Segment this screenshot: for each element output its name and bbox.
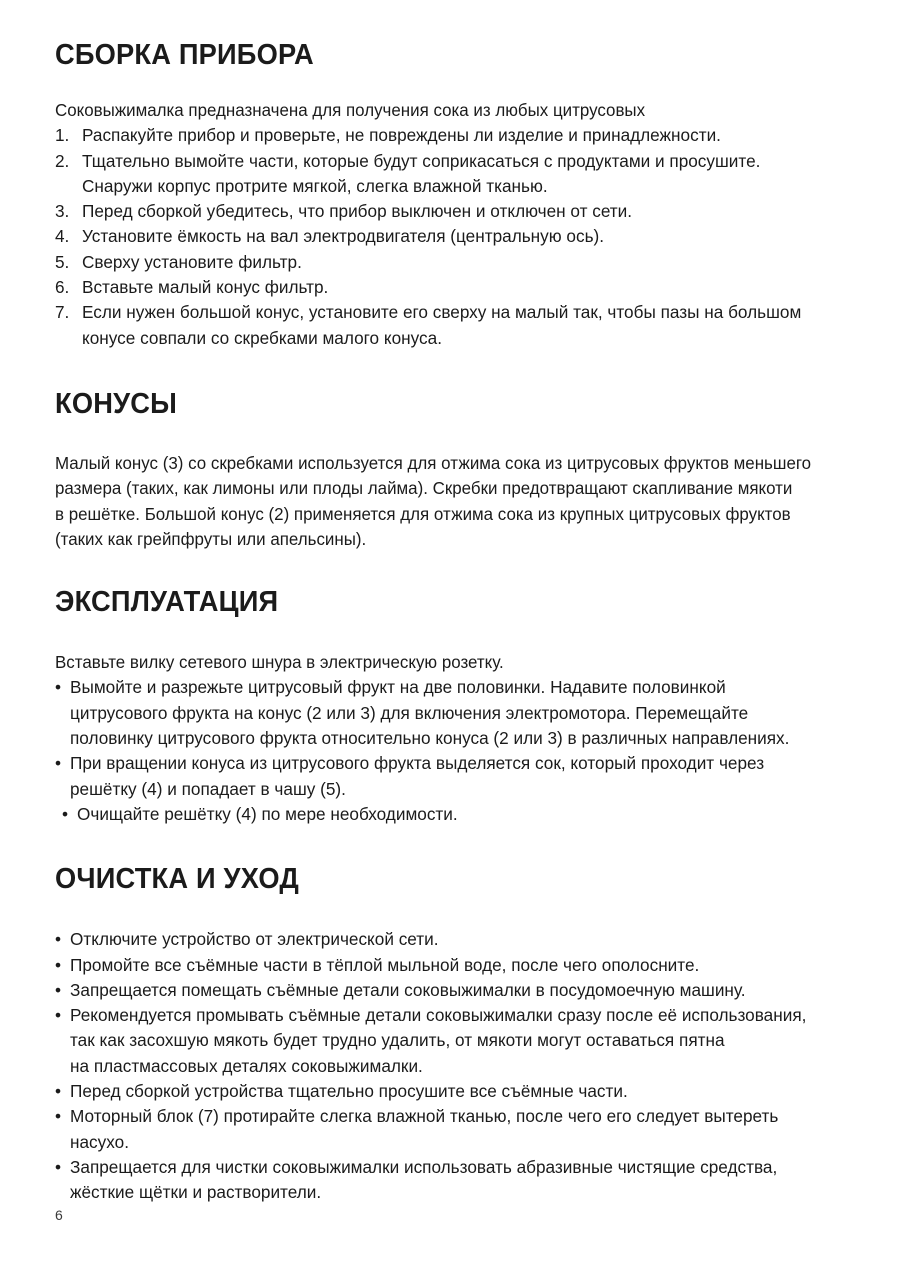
assembly-intro-text: Соковыжималка предназначена для получения сока из любых цитрусовых (55, 100, 646, 120)
operation-intro-text: Вставьте вилку сетевого шнура в электрическую розетку. (55, 652, 504, 673)
paragraph-line: размера (таких, как лимоны или плоды лайма). Скребки предотвращают скапливание мякоти (55, 478, 793, 499)
page-number: 6 (55, 1207, 63, 1223)
bullet-icon: • (55, 929, 62, 950)
list-item-line: Перед сборкой устройства тщательно просушите все съёмные части. (70, 1081, 628, 1102)
list-item (55, 300, 887, 351)
page-content (55, 38, 887, 1206)
section-heading-operation: ЭКСПЛУАТАЦИЯ (55, 586, 279, 619)
bullet-icon: • (62, 803, 69, 824)
list-item (55, 275, 887, 300)
list-item-line: Сверху установите фильтр. (82, 251, 302, 272)
list-item (55, 1104, 887, 1155)
list-item (55, 250, 887, 275)
list-number: 2. (55, 150, 70, 171)
bullet-icon: • (55, 677, 62, 698)
list-item-line: Рекомендуется промывать съёмные детали соковыжималки сразу после её использования, (70, 1005, 807, 1026)
list-item (55, 978, 887, 1003)
list-item (55, 123, 887, 148)
list-number: 4. (55, 226, 70, 247)
operation-bullet-list (55, 675, 887, 827)
bullet-icon: • (55, 1005, 62, 1026)
paragraph-line: (таких как грейпфруты или апельсины). (55, 528, 367, 549)
spacer (55, 827, 887, 862)
list-item-line: конусе совпали со скребками малого конуса. (82, 327, 442, 348)
list-item-line: на пластмассовых деталях соковыжималки. (70, 1055, 423, 1076)
spacer (55, 552, 887, 585)
list-item-line: цитрусового фрукта на конус (2 или 3) для включения электромотора. Перемещайте (70, 702, 749, 723)
list-number: 5. (55, 251, 70, 272)
spacer (55, 421, 887, 451)
list-item-line: жёсткие щётки и растворители. (70, 1182, 322, 1203)
list-item-line: Распакуйте прибор и проверьте, не повреждены ли изделие и принадлежности. (82, 125, 721, 146)
spacer (55, 72, 887, 98)
paragraph-line: Малый конус (3) со скребками используется для отжима сока из цитрусовых фруктов меньшего (55, 452, 812, 473)
bullet-icon: • (55, 1106, 62, 1127)
section-heading-assembly: СБОРКА ПРИБОРА (55, 39, 314, 71)
list-number: 6. (55, 277, 70, 298)
list-item-line: Снаружи корпус протрите мягкой, слегка влажной тканью. (82, 175, 548, 196)
list-item-line: Очищайте решётку (4) по мере необходимости. (77, 803, 458, 824)
bullet-icon: • (55, 979, 62, 1000)
list-item-line: Моторный блок (7) протирайте слегка влажной тканью, после чего его следует вытереть (70, 1106, 779, 1127)
list-item-line: Если нужен большой конус, установите его сверху на малый так, чтобы пазы на большом (82, 302, 802, 323)
list-item-line: Тщательно вымойте части, которые будут соприкасаться с продуктами и просушите. (82, 150, 761, 171)
list-item-line: При вращении конуса из цитрусового фрукта выделяется сок, который проходит через (70, 753, 765, 774)
cones-paragraph (55, 451, 887, 552)
cleaning-bullet-list (55, 927, 887, 1205)
list-item-line: Запрещается для чистки соковыжималки использовать абразивные чистящие средства, (70, 1156, 778, 1177)
list-item-line: Промойте все съёмные части в тёплой мыльной воде, после чего ополосните. (70, 954, 700, 975)
bullet-icon: • (55, 1156, 62, 1177)
list-item-line: Вставьте малый конус фильтр. (82, 277, 329, 298)
bullet-icon: • (55, 753, 62, 774)
list-item (55, 802, 887, 827)
list-item (55, 1155, 887, 1206)
list-item (55, 1003, 887, 1079)
list-item-line: насухо. (70, 1131, 129, 1152)
list-item (55, 953, 887, 978)
list-item (55, 224, 887, 249)
list-item-line: Установите ёмкость на вал электродвигателя (центральную ось). (82, 226, 605, 247)
list-item (55, 751, 887, 802)
section-heading-cones: КОНУСЫ (55, 387, 177, 420)
spacer (55, 896, 887, 927)
list-item-line: Запрещается помещать съёмные детали соковыжималки в посудомоечную машину. (70, 979, 746, 1000)
bullet-icon: • (55, 1081, 62, 1102)
list-item-line: Отключите устройство от электрической сети. (70, 929, 439, 950)
list-item (55, 927, 887, 952)
assembly-numbered-list (55, 123, 887, 351)
list-item (55, 149, 887, 200)
list-item-line: решётку (4) и попадает в чашу (5). (70, 778, 346, 799)
spacer (55, 619, 887, 650)
list-item-line: половинку цитрусового фрукта относительно конуса (2 или 3) в различных направлениях. (70, 728, 790, 749)
list-number: 7. (55, 302, 70, 323)
list-number: 1. (55, 125, 70, 146)
list-item-line: Перед сборкой убедитесь, что прибор выключен и отключен от сети. (82, 201, 633, 222)
list-item (55, 675, 887, 751)
paragraph-line: в решётке. Большой конус (2) применяется для отжима сока из крупных цитрусовых фруктов (55, 503, 791, 524)
list-item (55, 1079, 887, 1104)
spacer (55, 351, 887, 387)
list-item (55, 199, 887, 224)
bullet-icon: • (55, 954, 62, 975)
list-item-line: Вымойте и разрежьте цитрусовый фрукт на две половинки. Надавите половинкой (70, 677, 726, 698)
list-number: 3. (55, 201, 70, 222)
list-item-line: так как засохшую мякоть будет трудно удалить, от мякоти могут оставаться пятна (70, 1030, 725, 1051)
section-heading-cleaning: ОЧИСТКА И УХОД (55, 863, 300, 896)
